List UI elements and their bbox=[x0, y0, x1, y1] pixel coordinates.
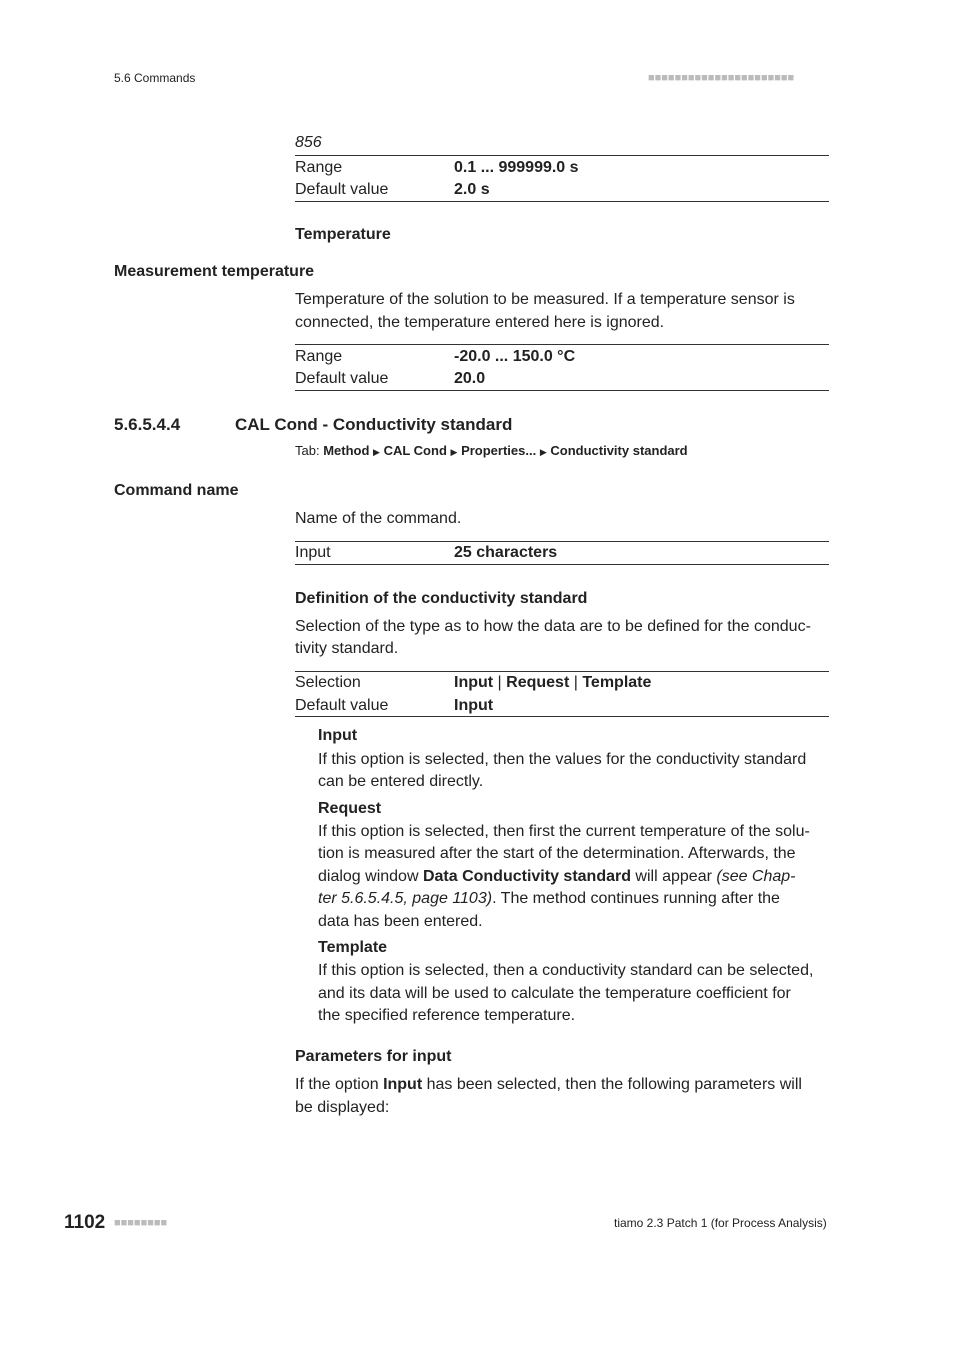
row-value: Input bbox=[454, 697, 494, 714]
selection-option: Request bbox=[506, 674, 570, 691]
option-template-title: Template bbox=[318, 939, 388, 956]
running-header-section: 5.6 Commands bbox=[114, 71, 196, 85]
table-rule-bottom bbox=[295, 390, 829, 391]
table-row bbox=[295, 672, 829, 694]
option-template-line-3: the specified reference temperature. bbox=[318, 1007, 576, 1024]
table-row bbox=[295, 179, 829, 201]
definition-desc-2: tivity standard. bbox=[295, 640, 399, 657]
parameters-title: Parameters for input bbox=[295, 1048, 452, 1065]
running-header-dots: ■■■■■■■■■■■■■■■■■■■■■■ bbox=[648, 72, 795, 84]
text-run: will appear bbox=[630, 868, 717, 885]
table-rule-bottom bbox=[295, 201, 829, 202]
row-key: Default value bbox=[295, 181, 389, 198]
parameters-line-1 bbox=[295, 1074, 802, 1097]
text-run: dialog window bbox=[318, 868, 423, 885]
measurement-temperature-title: Measurement temperature bbox=[114, 263, 315, 280]
text-run: . The method continues running after the bbox=[492, 890, 780, 907]
cross-reference[interactable]: ter 5.6.5.4.5, page 1103) bbox=[318, 890, 493, 907]
table-rule-top bbox=[295, 155, 829, 156]
tab-prefix: Tab: bbox=[295, 443, 324, 458]
row-value: 0.1 ... 999999.0 s bbox=[454, 159, 579, 176]
row-key: Default value bbox=[295, 370, 389, 387]
temperature-heading: Temperature bbox=[295, 226, 391, 243]
measurement-temperature-desc-2: connected, the temperature entered here is ignored. bbox=[295, 314, 665, 331]
table-row bbox=[295, 695, 829, 717]
breadcrumb-arrow-icon: ▶ bbox=[539, 447, 547, 457]
row-key: Selection bbox=[295, 674, 361, 691]
table-caption: 856 bbox=[295, 134, 322, 151]
measurement-temperature-desc-1: Temperature of the solution to be measured. If a temperature sensor is bbox=[295, 291, 795, 308]
option-request-line-2: tion is measured after the start of the determination. Afterwards, the bbox=[318, 845, 796, 862]
table-row bbox=[295, 542, 829, 564]
breadcrumb-arrow-icon: ▶ bbox=[450, 447, 458, 457]
table-rule-bottom bbox=[295, 564, 829, 565]
row-value bbox=[454, 672, 651, 694]
definition-desc-1: Selection of the type as to how the data are to be defined for the conduc- bbox=[295, 618, 811, 635]
option-request-title: Request bbox=[318, 800, 382, 817]
option-template-line-2: and its data will be used to calculate the temperature coefficient for bbox=[318, 985, 791, 1002]
pipe-separator: | bbox=[573, 674, 578, 691]
pipe-separator: | bbox=[497, 674, 502, 691]
footer-product: tiamo 2.3 Patch 1 (for Process Analysis) bbox=[614, 1216, 827, 1230]
option-input-line-2: can be entered directly. bbox=[318, 773, 484, 790]
breadcrumb-item: Method bbox=[323, 443, 370, 458]
table-rule-bottom bbox=[295, 716, 829, 717]
row-value: 2.0 s bbox=[454, 181, 490, 198]
dialog-name: Data Conductivity standard bbox=[422, 868, 631, 885]
row-value: 20.0 bbox=[454, 370, 486, 387]
selection-option: Input bbox=[454, 674, 494, 691]
footer-dots: ■■■■■■■■ bbox=[114, 1217, 168, 1229]
tab-breadcrumb bbox=[295, 443, 688, 458]
command-name-desc: Name of the command. bbox=[295, 510, 462, 527]
table-row bbox=[295, 157, 829, 179]
row-value: -20.0 ... 150.0 °C bbox=[454, 348, 576, 365]
option-request-line-5: data has been entered. bbox=[318, 913, 483, 930]
definition-title: Definition of the conductivity standard bbox=[295, 590, 588, 607]
section-title: CAL Cond - Conductivity standard bbox=[235, 415, 513, 434]
row-key: Range bbox=[295, 348, 343, 365]
table-rule-top bbox=[295, 344, 829, 345]
selection-option: Template bbox=[582, 674, 652, 691]
row-key: Default value bbox=[295, 697, 389, 714]
parameters-line-2: be displayed: bbox=[295, 1099, 390, 1116]
table-row bbox=[295, 346, 829, 368]
option-template-line-1: If this option is selected, then a conductivity standard can be selected, bbox=[318, 962, 814, 979]
breadcrumb-item: Properties... bbox=[461, 443, 537, 458]
row-value: 25 characters bbox=[454, 544, 558, 561]
breadcrumb-item: CAL Cond bbox=[383, 443, 447, 458]
page-number: 1102 bbox=[64, 1212, 106, 1233]
text-run: If the option bbox=[295, 1076, 384, 1093]
option-request-line-3 bbox=[318, 866, 796, 889]
option-request-line-4 bbox=[318, 888, 780, 911]
row-key: Input bbox=[295, 544, 331, 561]
table-row bbox=[295, 368, 829, 390]
command-name-title: Command name bbox=[114, 482, 239, 499]
breadcrumb-arrow-icon: ▶ bbox=[373, 447, 380, 457]
text-run: has been selected, then the following parameters will bbox=[422, 1076, 802, 1093]
row-key: Range bbox=[295, 159, 343, 176]
breadcrumb-item: Conductivity standard bbox=[550, 443, 688, 458]
cross-reference[interactable]: (see Chap- bbox=[716, 868, 796, 885]
option-input-line-1: If this option is selected, then the values for the conductivity standard bbox=[318, 751, 807, 768]
option-input-title: Input bbox=[318, 727, 358, 744]
option-name: Input bbox=[383, 1076, 423, 1093]
section-number: 5.6.5.4.4 bbox=[114, 415, 181, 434]
option-request-line-1: If this option is selected, then first the current temperature of the solu- bbox=[318, 823, 810, 840]
